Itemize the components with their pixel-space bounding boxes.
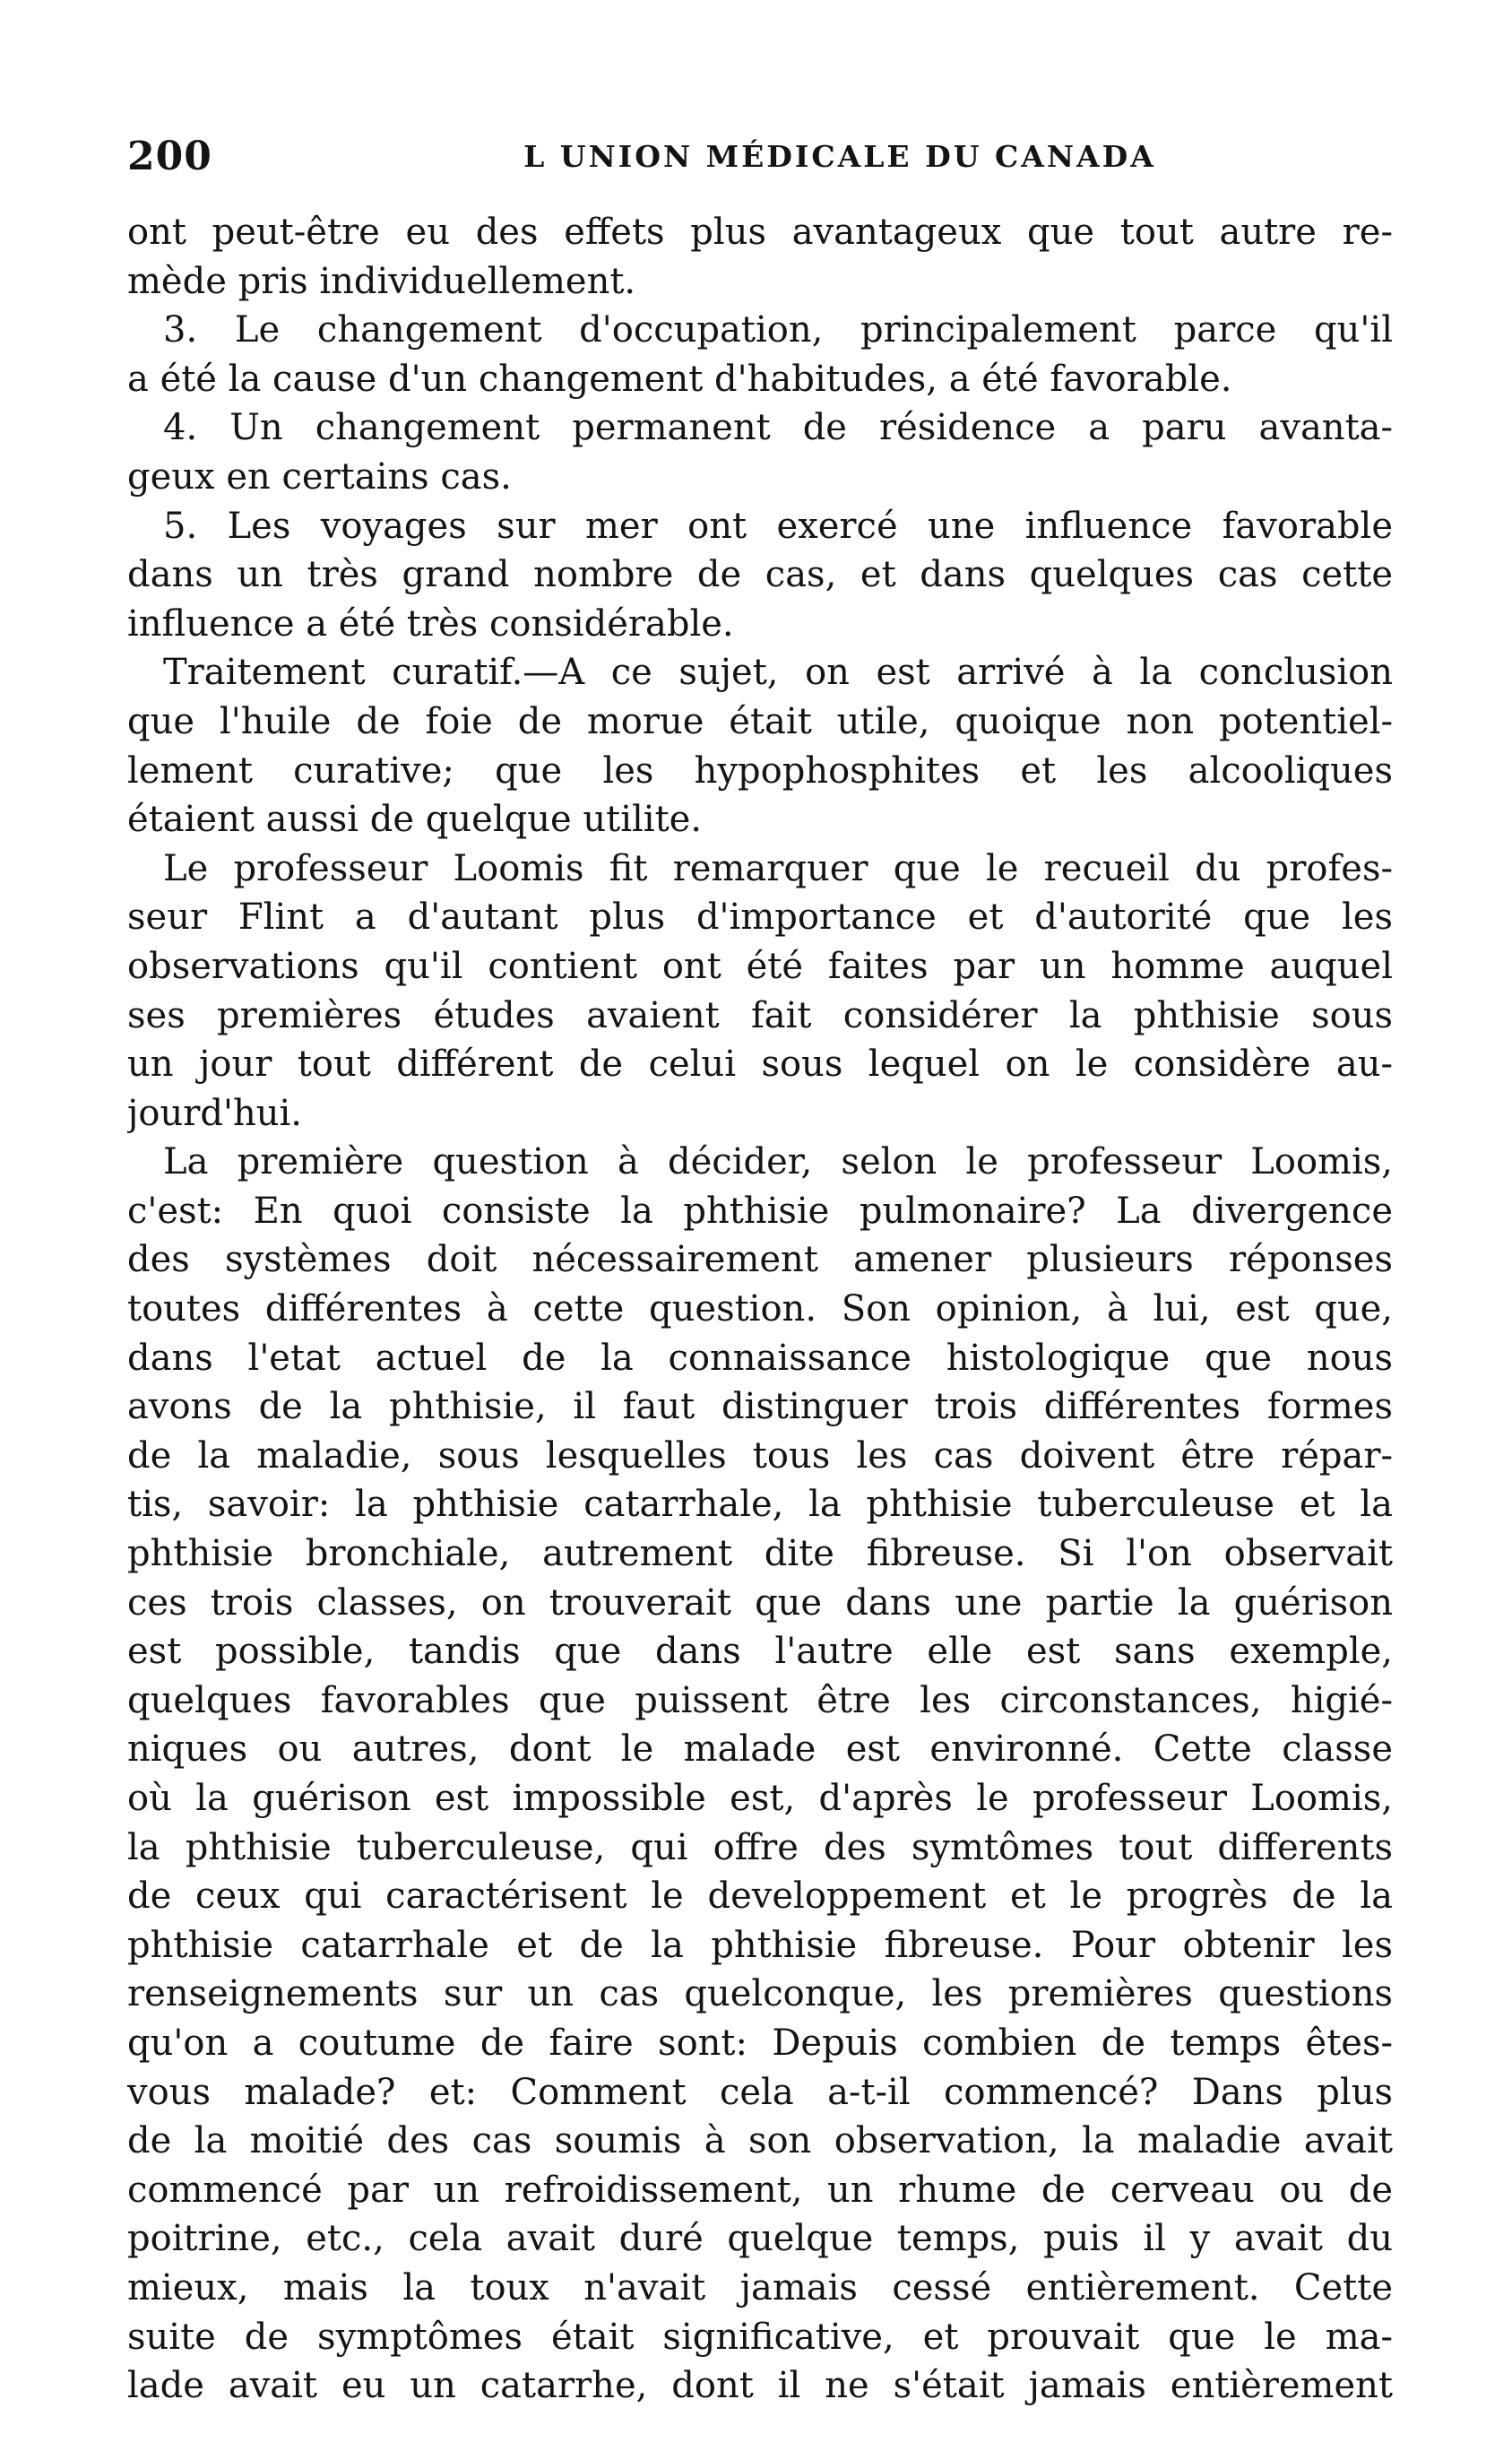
text-line: des systèmes doit nécessairement amener plusieurs réponses: [127, 1239, 1393, 1281]
paragraph: [127, 648, 1393, 844]
text-line: c'est: En quoi consiste la phthisie pulmonaire? La divergence: [127, 1190, 1393, 1232]
text-line: qu'on a coutume de faire sont: Depuis combien de temps êtes-: [127, 2022, 1393, 2064]
text-line: étaient aussi de quelque utilite.: [127, 799, 703, 841]
text-line: phthisie catarrhale et de la phthisie fibreuse. Pour obtenir les: [127, 1924, 1393, 1966]
text-line: a été la cause d'un changement d'habitudes, a été favorable.: [127, 358, 1232, 400]
text-line: ces trois classes, on trouverait que dans une partie la guérison: [127, 1581, 1393, 1624]
text-line: dans l'etat actuel de la connaissance histologique que nous: [127, 1337, 1393, 1379]
text-line: Le professeur Loomis fit remarquer que le recueil du profes-: [163, 847, 1393, 889]
text-line: observations qu'il contient ont été faites par un homme auquel: [127, 945, 1393, 987]
paragraph: [127, 502, 1393, 649]
text-line: seur Flint a d'autant plus d'importance et d'autorité que les: [127, 897, 1393, 939]
text-line: geux en certains cas.: [127, 455, 512, 498]
paragraph: [127, 208, 1393, 306]
text-line: toutes différentes à cette question. Son opinion, à lui, est que,: [127, 1288, 1393, 1330]
text-line: de la moitié des cas soumis à son observation, la maladie avait: [127, 2120, 1393, 2162]
text-line: La première question à décider, selon le professeur Loomis,: [163, 1141, 1393, 1183]
text-line: 3. Le changement d'occupation, principalement parce qu'il: [163, 309, 1393, 351]
text-line: mieux, mais la toux n'avait jamais cessé entièrement. Cette: [127, 2266, 1393, 2308]
text-line: lement curative; que les hypophosphites et les alcooliques: [127, 749, 1393, 792]
running-title: L UNION MÉDICALE DU CANADA: [523, 139, 1156, 174]
text-line: renseignements sur un cas quelconque, les premières questions: [127, 1973, 1393, 2015]
paragraph: [127, 306, 1393, 403]
text-line: que l'huile de foie de morue était utile, quoique non potentiel-: [127, 700, 1393, 742]
text-line: dans un très grand nombre de cas, et dans quelques cas cette: [127, 554, 1393, 596]
paragraph: [127, 403, 1393, 501]
text-line: niques ou autres, dont le malade est environné. Cette classe: [127, 1728, 1393, 1771]
text-line: tis, savoir: la phthisie catarrhale, la phthisie tuberculeuse et la: [127, 1484, 1393, 1526]
text-line: de la maladie, sous lesquelles tous les cas doivent être répar-: [127, 1434, 1393, 1477]
text-line: poitrine, etc., cela avait duré quelque temps, puis il y avait du: [127, 2218, 1393, 2260]
text-line: suite de symptômes était significative, et prouvait que le ma-: [127, 2316, 1393, 2358]
text-line: de ceux qui caractérisent le developpement et le progrès de la: [127, 1875, 1393, 1918]
text-line: où la guérison est impossible est, d'après le professeur Loomis,: [127, 1778, 1393, 1819]
text-line: avons de la phthisie, il faut distinguer trois différentes formes: [127, 1386, 1393, 1428]
page-header: [127, 126, 1373, 188]
text-line: la phthisie tuberculeuse, qui offre des symtômes tout differents: [127, 1826, 1393, 1868]
text-line: 5. Les voyages sur mer ont exercé une influence favorable: [163, 505, 1393, 547]
text-line: lade avait eu un catarrhe, dont il ne s'était jamais entièrement: [127, 2365, 1393, 2407]
text-line: commencé par un refroidissement, un rhume de cerveau ou de: [127, 2169, 1393, 2211]
text-line: jourd'hui.: [127, 1092, 302, 1134]
text-line: ses premières études avaient fait considérer la phthisie sous: [127, 994, 1393, 1036]
text-line: phthisie bronchiale, autrement dite fibreuse. Si l'on observait: [127, 1533, 1393, 1575]
body-text: [127, 208, 1393, 2411]
text-line: influence a été très considérable.: [127, 602, 734, 645]
text-line: mède pris individuellement.: [127, 260, 636, 302]
text-line: quelques favorables que puissent être les circonstances, higié-: [127, 1679, 1393, 1721]
text-line: un jour tout différent de celui sous lequel on le considère au-: [127, 1044, 1393, 1086]
text-line: vous malade? et: Comment cela a-t-il commencé? Dans plus: [127, 2071, 1393, 2113]
text-line: 4. Un changement permanent de résidence a paru avanta-: [163, 407, 1393, 449]
text-line: est possible, tandis que dans l'autre elle est sans exemple,: [127, 1631, 1393, 1673]
text-line: Traitement curatif.—A ce sujet, on est arrivé à la conclusion: [163, 652, 1393, 694]
text-line: ont peut-être eu des effets plus avantageux que tout autre re-: [127, 212, 1393, 253]
page-number: 200: [127, 134, 212, 179]
paragraph: [127, 1138, 1393, 2410]
paragraph: [127, 845, 1393, 1139]
